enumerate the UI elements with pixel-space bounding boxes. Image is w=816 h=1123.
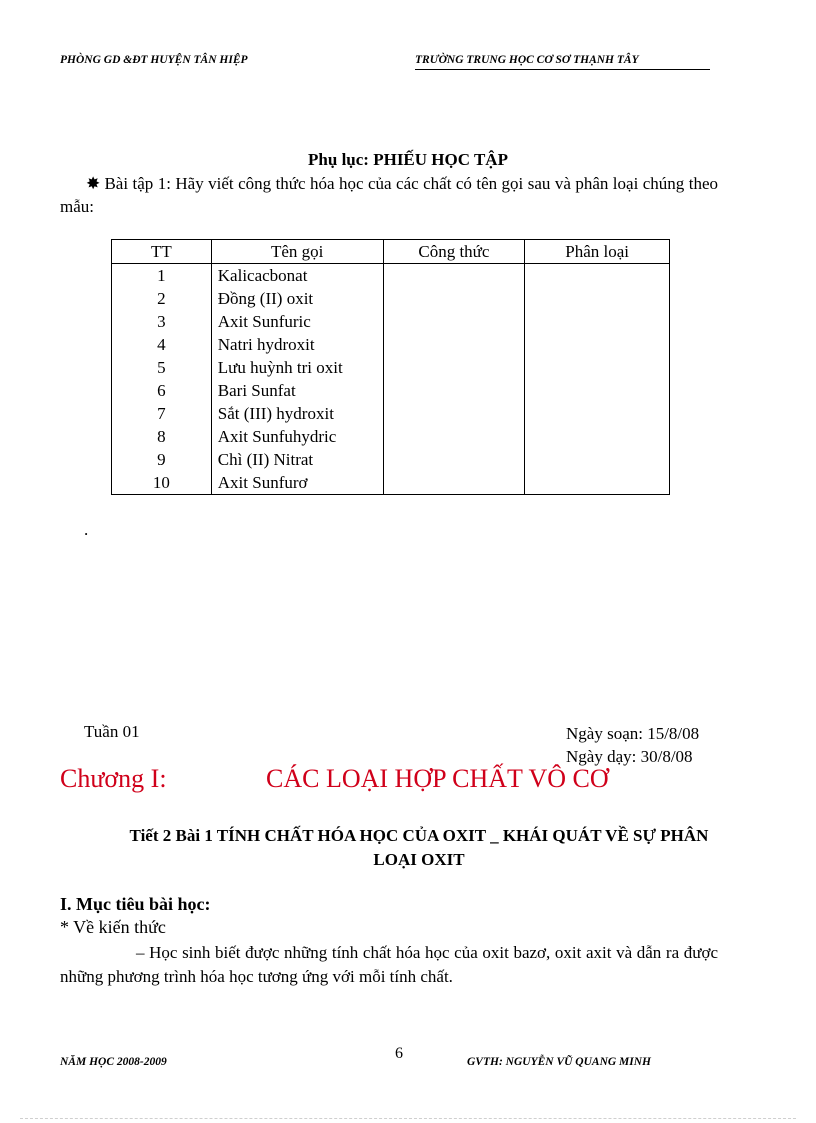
table-row	[112, 264, 670, 288]
knowledge-heading: * Về kiến thức	[60, 917, 166, 937]
bullet-star-icon: ✸	[86, 174, 101, 193]
table-row	[112, 310, 670, 333]
header-left: PHÒNG GD &ĐT HUYỆN TÂN HIỆP	[60, 54, 248, 66]
cell-tt: 2	[112, 287, 212, 310]
prepared-date: Ngày soạn: 15/8/08	[566, 724, 700, 743]
footer-right: GVTH: NGUYỄN VŨ QUANG MINH	[467, 1056, 652, 1068]
cell-tt: 10	[112, 471, 212, 495]
cell-type[interactable]	[525, 448, 670, 471]
cell-name: Axit Sunfuric	[211, 310, 383, 333]
lesson-title	[60, 824, 778, 872]
col-header-type: Phân loại	[525, 240, 670, 264]
cell-name: Axit Sunfurơ	[211, 471, 383, 495]
col-header-formula: Công thức	[383, 240, 525, 264]
cell-tt: 3	[112, 310, 212, 333]
table-row	[112, 425, 670, 448]
appendix-title: Phụ lục: PHIẾU HỌC TẬP	[308, 150, 508, 169]
cell-formula[interactable]	[383, 310, 525, 333]
header-right: TRƯỜNG TRUNG HỌC CƠ SƠ THẠNH TÂY	[415, 54, 639, 66]
cell-type[interactable]	[525, 471, 670, 495]
cell-formula[interactable]	[383, 471, 525, 495]
cell-name: Axit Sunfuhydric	[211, 425, 383, 448]
cell-formula[interactable]	[383, 356, 525, 379]
worksheet-table	[111, 239, 670, 495]
table-row	[112, 379, 670, 402]
lesson-title-line1: Tiết 2 Bài 1 TÍNH CHẤT HÓA HỌC CỦA OXIT _ KHÁI QUÁT VỀ SỰ PHÂN	[129, 826, 709, 845]
cell-name: Chì (II) Nitrat	[211, 448, 383, 471]
cell-type[interactable]	[525, 264, 670, 288]
dates-block	[566, 722, 699, 768]
cell-formula[interactable]	[383, 448, 525, 471]
table-row	[112, 471, 670, 495]
table-header-row	[112, 240, 670, 264]
cell-tt: 7	[112, 402, 212, 425]
page-header	[60, 52, 710, 72]
cell-formula[interactable]	[383, 425, 525, 448]
taught-date: Ngày dạy: 30/8/08	[566, 747, 693, 766]
cell-type[interactable]	[525, 379, 670, 402]
cell-tt: 5	[112, 356, 212, 379]
cell-tt: 9	[112, 448, 212, 471]
cell-type[interactable]	[525, 333, 670, 356]
cell-formula[interactable]	[383, 333, 525, 356]
cell-formula[interactable]	[383, 379, 525, 402]
stray-dot: .	[84, 520, 89, 539]
header-rule	[415, 69, 710, 70]
table-row	[112, 402, 670, 425]
cell-name: Natri hydroxit	[211, 333, 383, 356]
cell-type[interactable]	[525, 425, 670, 448]
cell-tt: 6	[112, 379, 212, 402]
chapter-title: CÁC LOẠI HỢP CHẤT VÔ CƠ	[266, 764, 609, 793]
week-label: Tuần 01	[84, 722, 140, 741]
cell-type[interactable]	[525, 287, 670, 310]
table-row	[112, 287, 670, 310]
exercise-paragraph	[60, 172, 718, 218]
cell-type[interactable]	[525, 310, 670, 333]
table-row	[112, 356, 670, 379]
knowledge-text: – Học sinh biết được những tính chất hóa học của oxit bazơ, oxit axit và dẫn ra được những phương trình hóa học tương ứng với mỗi tính chất.	[60, 943, 718, 986]
cell-tt: 4	[112, 333, 212, 356]
page-number: 6	[395, 1045, 403, 1062]
footer-left: NĂM HỌC 2008-2009	[60, 1056, 167, 1068]
cell-name: Lưu huỳnh tri oxit	[211, 356, 383, 379]
cell-formula[interactable]	[383, 402, 525, 425]
cell-formula[interactable]	[383, 264, 525, 288]
cell-type[interactable]	[525, 356, 670, 379]
cell-name: Sắt (III) hydroxit	[211, 402, 383, 425]
table-row	[112, 333, 670, 356]
cell-tt: 1	[112, 264, 212, 288]
col-header-tt: TT	[112, 240, 212, 264]
page-bottom-divider	[20, 1118, 796, 1119]
objectives-heading: I. Mục tiêu bài học:	[60, 894, 211, 914]
lesson-title-line2: LOẠI OXIT	[373, 850, 465, 869]
chapter-label: Chương I:	[60, 764, 167, 793]
cell-formula[interactable]	[383, 287, 525, 310]
col-header-name: Tên gọi	[211, 240, 383, 264]
cell-name: Đồng (II) oxit	[211, 287, 383, 310]
table-row	[112, 448, 670, 471]
exercise-text: Bài tập 1: Hãy viết công thức hóa học của các chất có tên gọi sau và phân loại chúng theo mẫu:	[60, 174, 719, 216]
cell-name: Bari Sunfat	[211, 379, 383, 402]
cell-tt: 8	[112, 425, 212, 448]
knowledge-paragraph	[60, 941, 718, 989]
cell-type[interactable]	[525, 402, 670, 425]
cell-name: Kalicacbonat	[211, 264, 383, 288]
